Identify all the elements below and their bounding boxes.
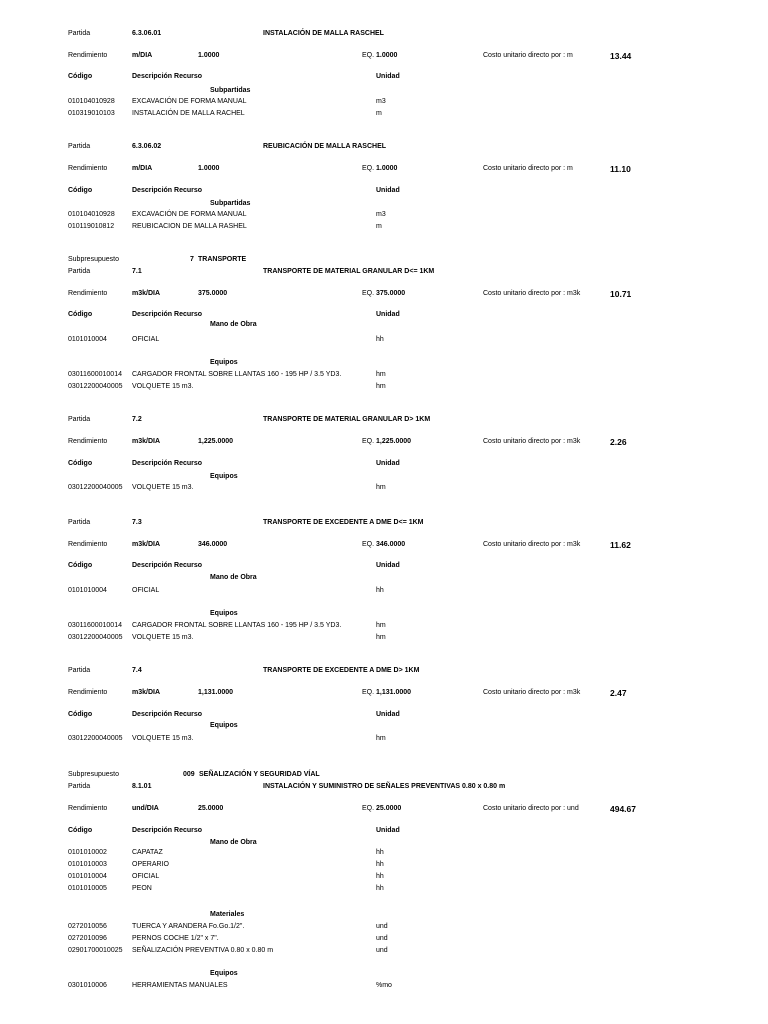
group-title: Equipos xyxy=(210,473,238,480)
eq-value: 375.0000 xyxy=(376,290,406,297)
eq-value: 346.0000 xyxy=(376,541,406,548)
rendimiento-unit: m3k/DIA xyxy=(132,290,161,297)
resource-description: VOLQUETE 15 m3. xyxy=(132,735,194,742)
resource-code: 03011600010014 xyxy=(68,622,122,629)
group-title: Subpartidas xyxy=(210,200,251,207)
unit-cost: 2.26 xyxy=(610,437,627,447)
subpresupuesto-label: Subpresupuesto xyxy=(68,771,119,778)
partida-name: INSTALACIÓN Y SUMINISTRO DE SEÑALES PREVENTIVAS 0.80 x 0.80 m xyxy=(263,783,506,790)
cost-label: Costo unitario directo por : m3k xyxy=(483,689,581,696)
partida-code: 7.4 xyxy=(132,667,142,674)
resource-description: OFICIAL xyxy=(132,873,160,880)
partida-name: REUBICACIÓN DE MALLA RASCHEL xyxy=(263,143,387,150)
eq-label: EQ. xyxy=(362,290,375,297)
resource-unit: hh xyxy=(376,861,384,868)
eq-label: EQ. xyxy=(362,541,375,548)
resource-description: PEON xyxy=(132,885,152,892)
rendimiento-value: 375.0000 xyxy=(198,290,228,297)
rendimiento-unit: m3k/DIA xyxy=(132,541,161,548)
rendimiento-label: Rendimiento xyxy=(68,805,108,812)
cost-label: Costo unitario directo por : m xyxy=(483,52,573,59)
resource-code: 0101010004 xyxy=(68,873,107,880)
eq-label: EQ. xyxy=(362,165,375,172)
partida-code: 6.3.06.01 xyxy=(132,30,162,37)
partida-code: 7.1 xyxy=(132,268,142,275)
resource-description: OFICIAL xyxy=(132,587,160,594)
partida-label: Partida xyxy=(68,143,91,150)
partida-label: Partida xyxy=(68,416,91,423)
eq-label: EQ. xyxy=(362,438,375,445)
resource-code: 010104010928 xyxy=(68,98,115,105)
resource-unit: hh xyxy=(376,849,384,856)
resource-code: 0272010056 xyxy=(68,923,107,930)
rendimiento-label: Rendimiento xyxy=(68,290,108,297)
resource-description: CAPATAZ xyxy=(132,849,163,856)
eq-value: 1.0000 xyxy=(376,165,398,172)
resource-unit: und xyxy=(376,923,388,930)
header-codigo: Código xyxy=(68,311,93,318)
resource-description: CARGADOR FRONTAL SOBRE LLANTAS 160 - 195 HP / 3.5 YD3. xyxy=(132,622,342,629)
header-descripcion: Descripción Recurso xyxy=(132,827,203,834)
resource-unit: hh xyxy=(376,873,384,880)
resource-description: VOLQUETE 15 m3. xyxy=(132,484,194,491)
resource-unit: hm xyxy=(376,371,386,378)
rendimiento-value: 1.0000 xyxy=(198,52,220,59)
resource-unit: m3 xyxy=(376,211,386,218)
resource-code: 03012200040005 xyxy=(68,484,123,491)
header-descripcion: Descripción Recurso xyxy=(132,711,203,718)
group-title: Mano de Obra xyxy=(210,839,257,846)
resource-code: 0101010005 xyxy=(68,885,107,892)
resource-description: CARGADOR FRONTAL SOBRE LLANTAS 160 - 195 HP / 3.5 YD3. xyxy=(132,371,342,378)
rendimiento-label: Rendimiento xyxy=(68,689,108,696)
header-unidad: Unidad xyxy=(376,311,400,318)
cost-label: Costo unitario directo por : m3k xyxy=(483,290,581,297)
resource-code: 02901700010025 xyxy=(68,947,123,954)
group-title: Equipos xyxy=(210,970,238,977)
header-codigo: Código xyxy=(68,827,93,834)
resource-unit: hm xyxy=(376,622,386,629)
rendimiento-label: Rendimiento xyxy=(68,438,108,445)
partida-label: Partida xyxy=(68,783,91,790)
resource-description: INSTALACIÓN DE MALLA RACHEL xyxy=(132,110,245,117)
resource-code: 0272010096 xyxy=(68,935,107,942)
header-unidad: Unidad xyxy=(376,187,400,194)
header-codigo: Código xyxy=(68,460,93,467)
unit-cost: 11.10 xyxy=(610,164,631,174)
partida-code: 7.2 xyxy=(132,416,142,423)
resource-code: 03011600010014 xyxy=(68,371,122,378)
rendimiento-unit: m/DIA xyxy=(132,165,153,172)
partida-code: 6.3.06.02 xyxy=(132,143,162,150)
eq-value: 25.0000 xyxy=(376,805,402,812)
group-title: Mano de Obra xyxy=(210,574,257,581)
rendimiento-unit: m3k/DIA xyxy=(132,438,161,445)
subpresupuesto-number: 7 xyxy=(190,256,194,263)
group-title: Mano de Obra xyxy=(210,321,257,328)
rendimiento-unit: m/DIA xyxy=(132,52,153,59)
eq-value: 1,225.0000 xyxy=(376,438,412,445)
group-title: Equipos xyxy=(210,722,238,729)
subpresupuesto-label: Subpresupuesto xyxy=(68,256,119,263)
resource-description: EXCAVACIÓN DE FORMA MANUAL xyxy=(132,211,247,218)
resource-unit: und xyxy=(376,935,388,942)
group-title: Subpartidas xyxy=(210,87,251,94)
header-codigo: Código xyxy=(68,562,93,569)
resource-description: VOLQUETE 15 m3. xyxy=(132,634,194,641)
rendimiento-label: Rendimiento xyxy=(68,165,108,172)
rendimiento-value: 1,225.0000 xyxy=(198,438,234,445)
header-descripcion: Descripción Recurso xyxy=(132,187,203,194)
header-unidad: Unidad xyxy=(376,827,400,834)
resource-code: 0101010002 xyxy=(68,849,107,856)
resource-unit: %mo xyxy=(376,982,392,989)
resource-code: 03012200040005 xyxy=(68,383,123,390)
resource-code: 03012200040005 xyxy=(68,634,123,641)
cost-label: Costo unitario directo por : m xyxy=(483,165,573,172)
header-unidad: Unidad xyxy=(376,460,400,467)
partida-code: 7.3 xyxy=(132,519,142,526)
resource-unit: m xyxy=(376,223,382,230)
rendimiento-label: Rendimiento xyxy=(68,541,108,548)
resource-code: 0301010006 xyxy=(68,982,107,989)
group-title: Equipos xyxy=(210,359,238,366)
resource-code: 0101010004 xyxy=(68,336,107,343)
unit-cost: 11.62 xyxy=(610,540,631,550)
rendimiento-unit: und/DIA xyxy=(132,805,159,812)
header-codigo: Código xyxy=(68,73,93,80)
resource-code: 0101010004 xyxy=(68,587,107,594)
rendimiento-value: 346.0000 xyxy=(198,541,228,548)
resource-code: 0101010003 xyxy=(68,861,107,868)
resource-description: PERNOS COCHE 1/2" x 7". xyxy=(132,935,219,942)
resource-unit: m xyxy=(376,110,382,117)
resource-description: EXCAVACIÓN DE FORMA MANUAL xyxy=(132,98,247,105)
unit-cost: 10.71 xyxy=(610,289,632,299)
header-descripcion: Descripción Recurso xyxy=(132,562,203,569)
partida-name: TRANSPORTE DE MATERIAL GRANULAR D<= 1KM xyxy=(263,268,435,275)
rendimiento-value: 25.0000 xyxy=(198,805,224,812)
header-unidad: Unidad xyxy=(376,73,400,80)
eq-value: 1.0000 xyxy=(376,52,398,59)
resource-description: REUBICACION DE MALLA RASHEL xyxy=(132,223,247,230)
resource-unit: hm xyxy=(376,735,386,742)
resource-description: SEÑALIZACIÓN PREVENTIVA 0.80 x 0.80 m xyxy=(132,947,274,954)
resource-unit: und xyxy=(376,947,388,954)
resource-unit: hm xyxy=(376,383,386,390)
subpresupuesto-name: TRANSPORTE xyxy=(198,256,247,263)
rendimiento-label: Rendimiento xyxy=(68,52,108,59)
resource-unit: m3 xyxy=(376,98,386,105)
group-title: Equipos xyxy=(210,610,238,617)
resource-code: 010104010928 xyxy=(68,211,115,218)
partida-code: 8.1.01 xyxy=(132,783,152,790)
resource-code: 010319010103 xyxy=(68,110,115,117)
partida-name: TRANSPORTE DE MATERIAL GRANULAR D> 1KM xyxy=(263,416,431,423)
resource-unit: hm xyxy=(376,634,386,641)
partida-label: Partida xyxy=(68,519,91,526)
unit-cost: 2.47 xyxy=(610,688,627,698)
resource-code: 03012200040005 xyxy=(68,735,123,742)
cost-label: Costo unitario directo por : und xyxy=(483,805,579,812)
resource-description: VOLQUETE 15 m3. xyxy=(132,383,194,390)
eq-label: EQ. xyxy=(362,805,375,812)
partida-name: TRANSPORTE DE EXCEDENTE A DME D> 1KM xyxy=(263,667,420,674)
eq-label: EQ. xyxy=(362,52,375,59)
group-title: Materiales xyxy=(210,911,245,918)
cost-label: Costo unitario directo por : m3k xyxy=(483,541,581,548)
header-codigo: Código xyxy=(68,187,93,194)
header-descripcion: Descripción Recurso xyxy=(132,460,203,467)
resource-description: TUERCA Y ARANDERA Fo.Go.1/2". xyxy=(132,923,245,930)
eq-label: EQ. xyxy=(362,689,375,696)
resource-unit: hm xyxy=(376,484,386,491)
partida-label: Partida xyxy=(68,268,91,275)
rendimiento-value: 1,131.0000 xyxy=(198,689,234,696)
header-unidad: Unidad xyxy=(376,562,400,569)
partida-name: TRANSPORTE DE EXCEDENTE A DME D<= 1KM xyxy=(263,519,424,526)
cost-label: Costo unitario directo por : m3k xyxy=(483,438,581,445)
resource-unit: hh xyxy=(376,336,384,343)
unit-cost: 494.67 xyxy=(610,804,636,814)
resource-description: OFICIAL xyxy=(132,336,160,343)
subpresupuesto-name: SEÑALIZACIÓN Y SEGURIDAD VÍAL xyxy=(199,771,320,778)
partida-label: Partida xyxy=(68,667,91,674)
subpresupuesto-number: 009 xyxy=(183,771,195,778)
partida-label: Partida xyxy=(68,30,91,37)
header-unidad: Unidad xyxy=(376,711,400,718)
resource-description: OPERARIO xyxy=(132,861,169,868)
resource-description: HERRAMIENTAS MANUALES xyxy=(132,982,228,989)
header-codigo: Código xyxy=(68,711,93,718)
header-descripcion: Descripción Recurso xyxy=(132,73,203,80)
rendimiento-unit: m3k/DIA xyxy=(132,689,161,696)
unit-cost: 13.44 xyxy=(610,51,632,61)
partida-name: INSTALACIÓN DE MALLA RASCHEL xyxy=(263,30,384,37)
rendimiento-value: 1.0000 xyxy=(198,165,220,172)
eq-value: 1,131.0000 xyxy=(376,689,412,696)
resource-unit: hh xyxy=(376,587,384,594)
resource-code: 010119010812 xyxy=(68,223,115,230)
resource-unit: hh xyxy=(376,885,384,892)
header-descripcion: Descripción Recurso xyxy=(132,311,203,318)
